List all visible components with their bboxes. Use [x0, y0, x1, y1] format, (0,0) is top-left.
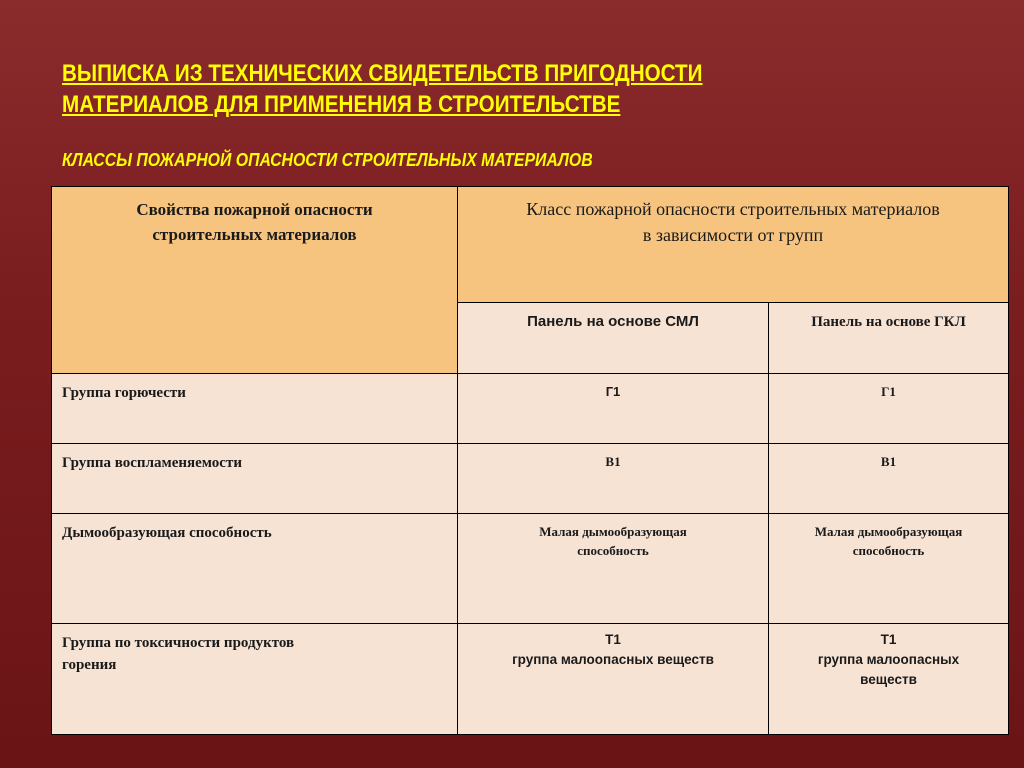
- row-label: Дымообразующая способность: [52, 514, 458, 624]
- row-label: [52, 624, 458, 735]
- fire-properties-table: [51, 186, 1009, 735]
- cell-sml: Г1: [458, 374, 769, 444]
- column-header-gkl: Панель на основе ГКЛ: [769, 303, 1009, 374]
- cell-gkl-line-3: веществ: [860, 672, 917, 687]
- cell-gkl-line-1: Т1: [880, 632, 897, 647]
- row-label-line-2: горения: [62, 657, 117, 673]
- header-properties-line-2: строительных материалов: [152, 225, 357, 244]
- header-class: [458, 187, 1009, 303]
- header-class-line-2: в зависимости от групп: [642, 225, 824, 245]
- cell-sml-line-2: группа малоопасных веществ: [512, 652, 714, 667]
- cell-gkl: В1: [769, 444, 1009, 514]
- table-row: [52, 374, 1009, 444]
- header-properties-line-1: Свойства пожарной опасности: [136, 200, 373, 219]
- row-label: Группа воспламеняемости: [52, 444, 458, 514]
- cell-gkl: Г1: [769, 374, 1009, 444]
- row-label: Группа горючести: [52, 374, 458, 444]
- cell-gkl: [769, 514, 1009, 624]
- header-properties: [52, 187, 458, 374]
- row-label-line-1: Группа по токсичности продуктов: [62, 635, 295, 651]
- cell-sml-line-2: способность: [577, 543, 649, 558]
- page-title: [62, 58, 836, 120]
- cell-gkl-line-2: способность: [852, 543, 925, 558]
- cell-gkl-line-1: Малая дымообразующая: [814, 524, 963, 539]
- cell-gkl-line-2: группа малоопасных: [817, 652, 960, 667]
- page-subtitle: КЛАССЫ ПОЖАРНОЙ ОПАСНОСТИ СТРОИТЕЛЬНЫХ МАТЕРИАЛОВ: [62, 150, 593, 170]
- cell-sml: [458, 624, 769, 735]
- header-class-line-1: Класс пожарной опасности строительных материалов: [526, 199, 940, 219]
- cell-sml: [458, 514, 769, 624]
- cell-sml-line-1: Малая дымообразующая: [539, 524, 687, 539]
- table-row: [52, 514, 1009, 624]
- cell-sml: В1: [458, 444, 769, 514]
- title-line-1: ВЫПИСКА ИЗ ТЕХНИЧЕСКИХ СВИДЕТЕЛЬСТВ ПРИГОДНОСТИ: [62, 60, 703, 87]
- table-row: [52, 624, 1009, 735]
- cell-sml-line-1: Т1: [605, 632, 621, 647]
- title-line-2: МАТЕРИАЛОВ ДЛЯ ПРИМЕНЕНИЯ В СТРОИТЕЛЬСТВЕ: [62, 91, 621, 118]
- column-header-sml: Панель на основе СМЛ: [458, 303, 769, 374]
- cell-gkl: [769, 624, 1009, 735]
- table-row: [52, 444, 1009, 514]
